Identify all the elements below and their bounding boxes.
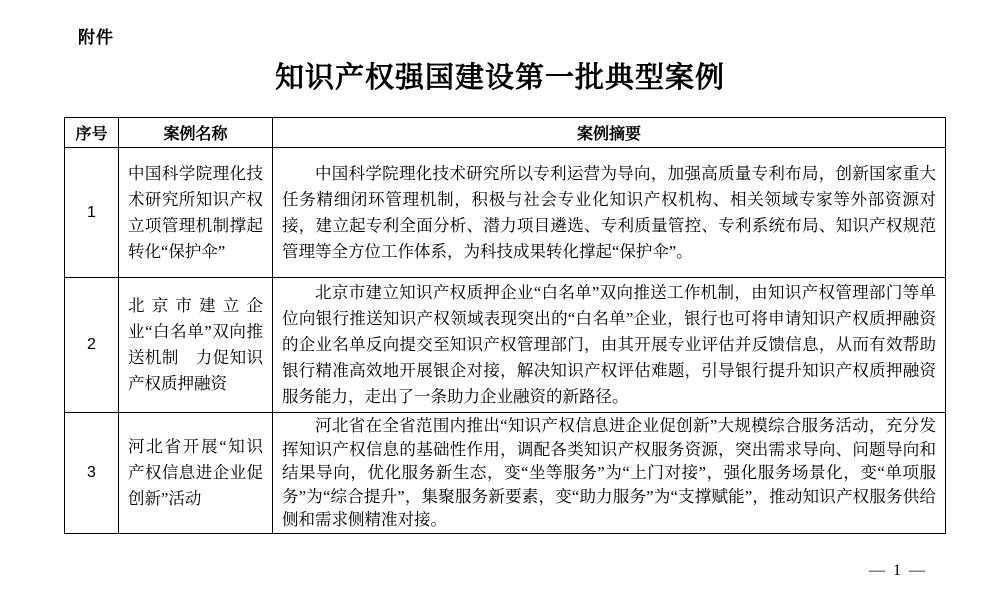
- table-header-row: [65, 118, 946, 148]
- table-row: [65, 413, 946, 534]
- column-header-case-name: 案例名称: [119, 118, 273, 148]
- column-header-serial-number: 序号: [65, 118, 119, 148]
- page-title: 知识产权强国建设第一批典型案例: [274, 62, 725, 94]
- cases-table: [64, 117, 946, 534]
- page-number: — 1 —: [869, 562, 927, 579]
- table-row: [65, 278, 946, 413]
- case-summary: 河北省在全省范围内推出“知识产权信息进企业促创新”大规模综合服务活动，充分发挥知识产权信息的基础性作用，调配各类知识产权服务资源，突出需求导向、问题导向和结果导向，优化服务新生态，变“坐等服务”为“上门对接”，强化服务场景化，变“单项服务”为“综合提升”，集聚服务新要素，变“助力服务”为“支撑赋能”，推动知识产权服务供给侧和需求侧精准对接。: [273, 413, 946, 534]
- case-number: 3: [65, 413, 119, 534]
- case-number: 1: [65, 148, 119, 278]
- case-summary: 北京市建立知识产权质押企业“白名单”双向推送工作机制，由知识产权管理部门等单位向银行推送知识产权领域表现突出的“白名单”企业，银行也可将申请知识产权质押融资的企业名单反向提交至知识产权管理部门，由其开展专业评估并反馈信息，从而有效帮助银行精准高效地开展银企对接，解决知识产权评估难题，引导银行提升知识产权质押融资服务能力，走出了一条助力企业融资的新路径。: [273, 278, 946, 413]
- case-number: 2: [65, 278, 119, 413]
- case-name: 中国科学院理化技术研究所知识产权立项管理机制撑起转化“保护伞”: [119, 148, 273, 278]
- case-name: 河北省开展“知识产权信息进企业促创新”活动: [119, 413, 273, 534]
- case-name: 北京市建立企业“白名单”双向推送机制 力促知识产权质押融资: [119, 278, 273, 413]
- column-header-case-summary: 案例摘要: [273, 118, 946, 148]
- case-summary: 中国科学院理化技术研究所以专利运营为导向，加强高质量专利布局，创新国家重大任务精细闭环管理机制，积极与社会专业化知识产权机构、相关领域专家等外部资源对接，建立起专利全面分析、潜力项目遴选、专利质量管控、专利系统布局、知识产权规范管理等全方位工作体系，为科技成果转化撑起“保护伞”。: [273, 148, 946, 278]
- table-row: [65, 148, 946, 278]
- attachment-label: 附件: [78, 28, 114, 47]
